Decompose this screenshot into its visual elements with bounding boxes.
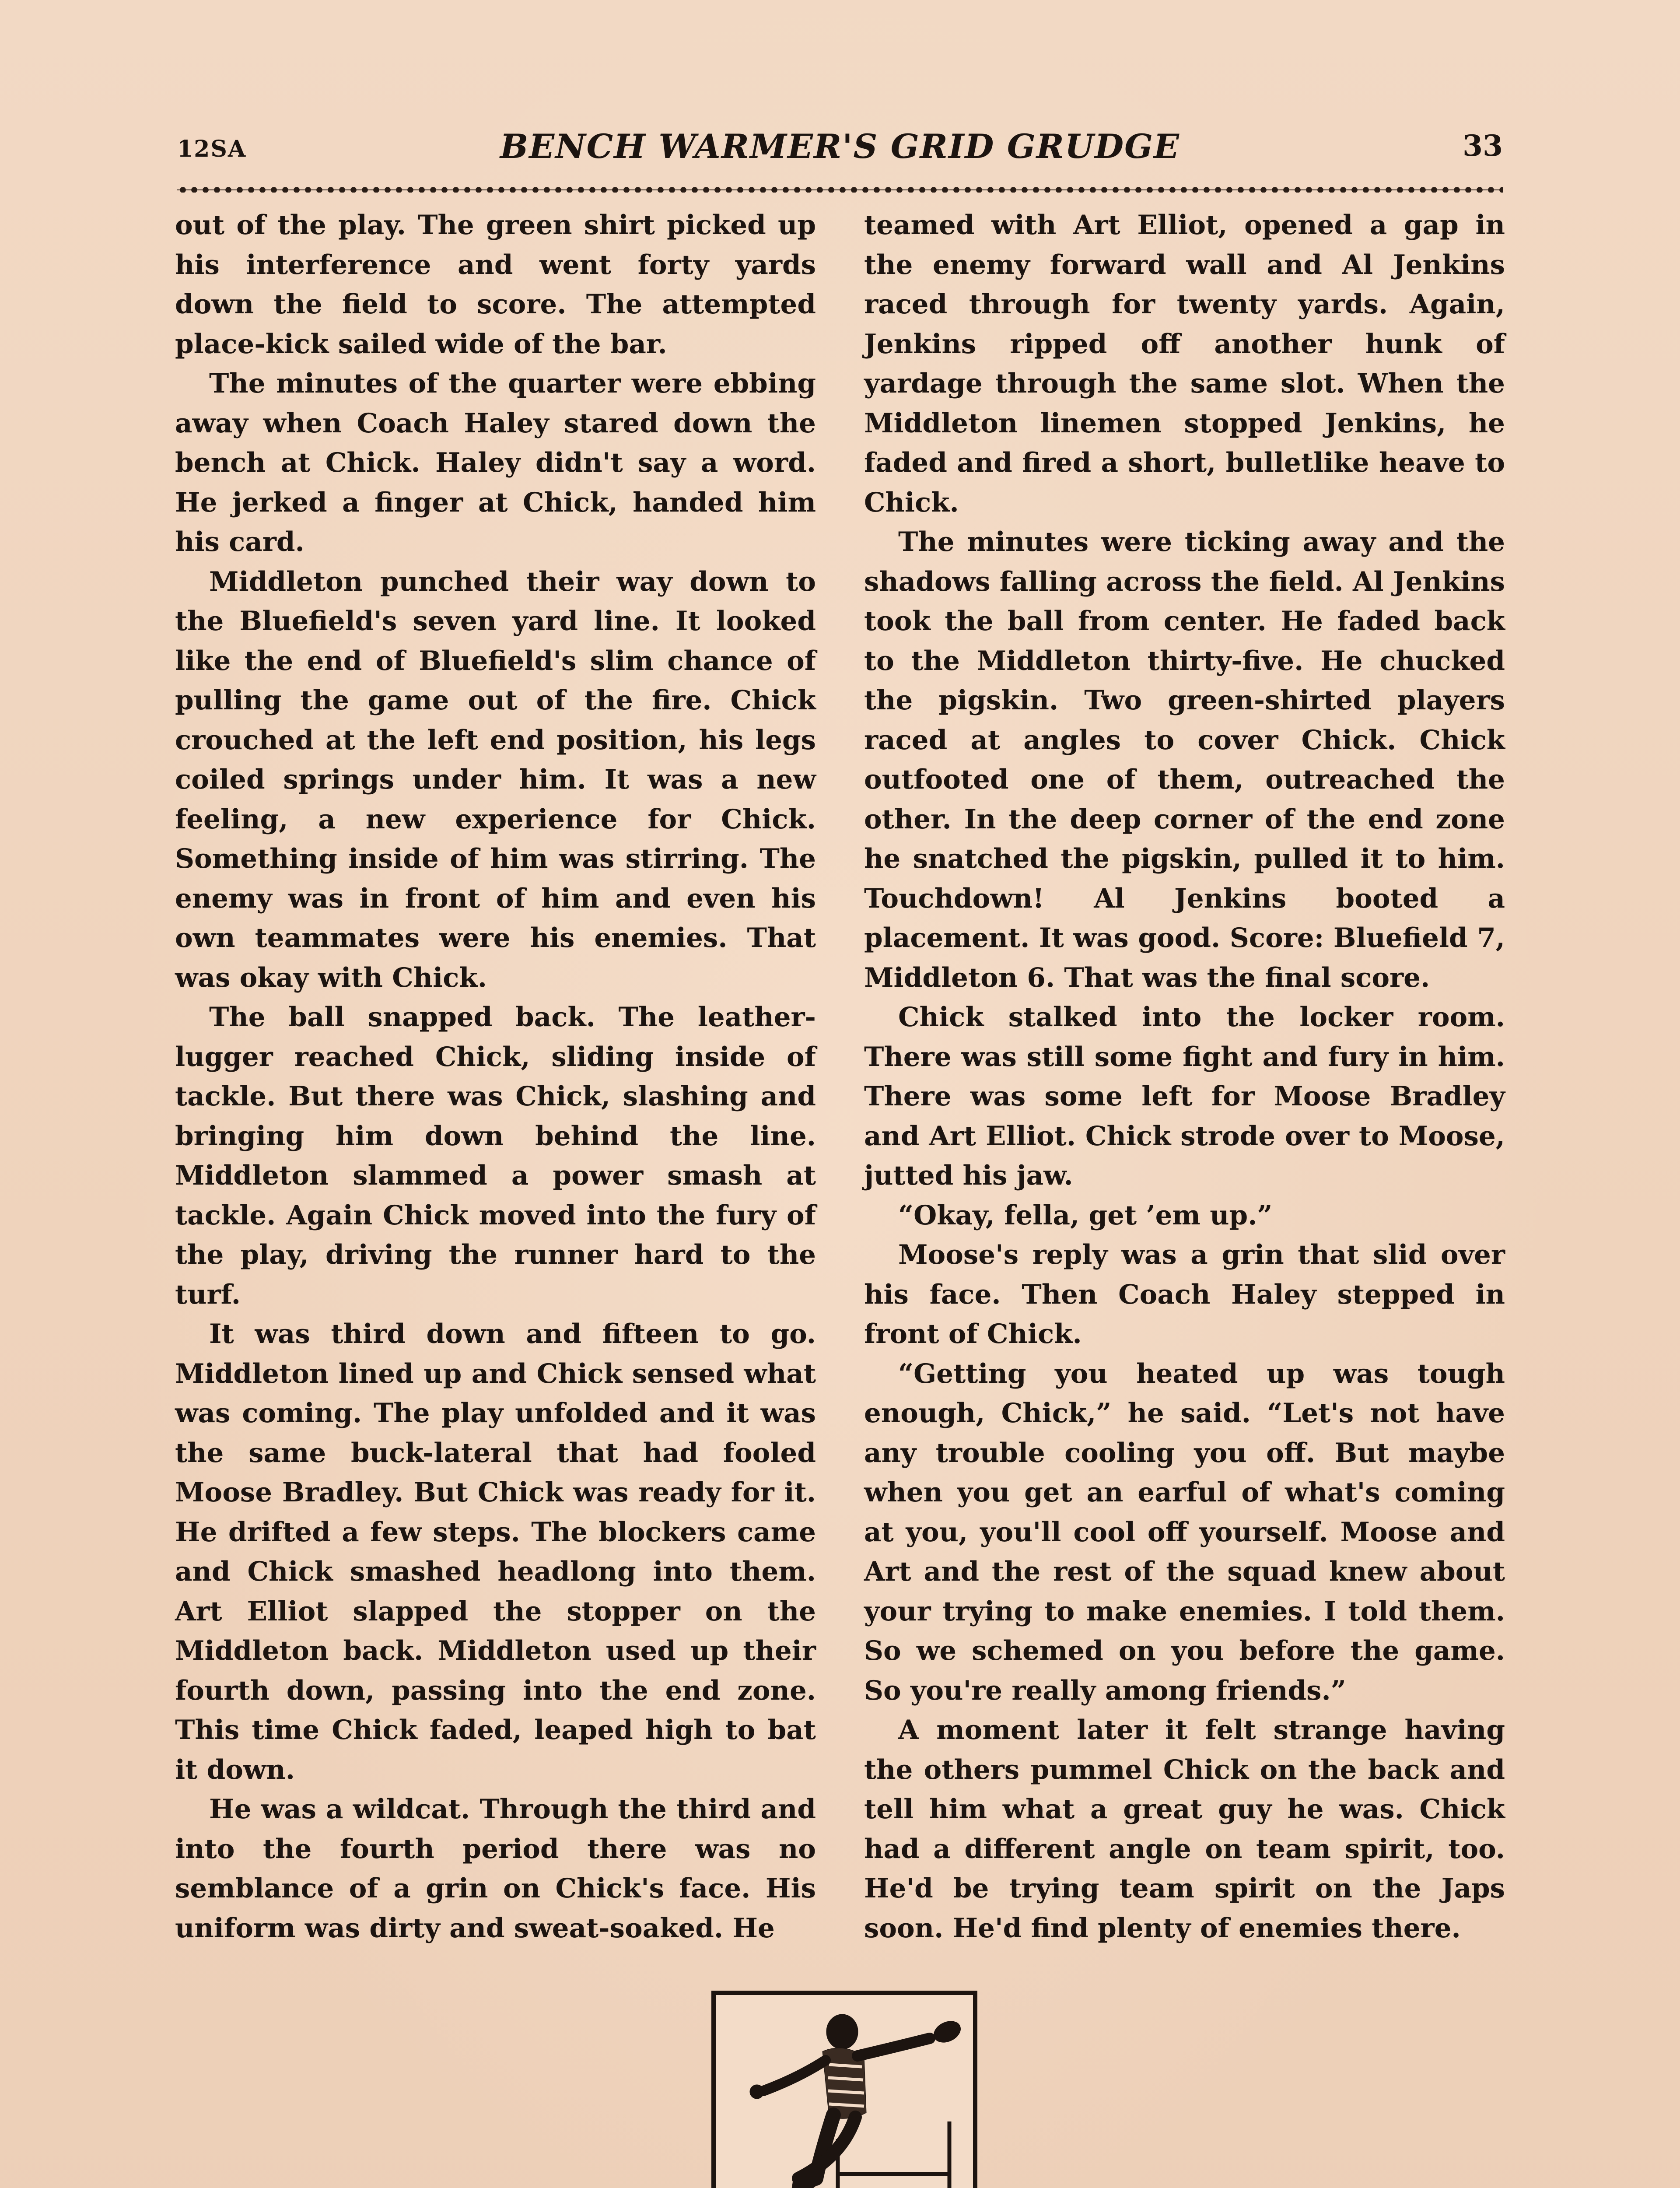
paragraph: out of the play. The green shirt picked up his interference and went forty yards down the field to score. The attempted place-kick sailed wide of the bar. [175,210,816,360]
running-header [177,127,1503,179]
right-column [864,206,1505,1948]
running-title: BENCH WARMER'S GRID GRUDGE [500,127,1180,166]
paragraph: He was a wildcat. Through the third and into the fourth period there was no semblance of a grin on Chick's face. His uniform was dirty and sweat-soaked. He [175,1794,816,1944]
left-column [175,206,816,1948]
paragraph: Middleton punched their way down to the Bluefield's seven yard line. It looked like the end of Bluefield's slim chance of pulling the game out of the fire. Chick crouched at the left end position, his legs coiled springs under him. It was a new feeling, a new experience for Chick. Something inside of him was stirring. The enemy was in front of him and even his own teammates were his enemies. That was okay with Chick. [175,566,816,993]
paragraph: The minutes were ticking away and the shadows falling across the field. Al Jenkins took the ball from center. He faded back to the Middleton thirty-five. He chucked the pigskin. Two green-shirted players raced at angles to cover Chick. Chick outfooted one of them, outreached the other. In the deep corner of the end zone he snatched the pigskin, pulled it to him. Touchdown! Al Jenkins booted a placement. It was good. Score: Bluefield 7, Middleton 6. That was the final score. [864,526,1505,993]
folio-code: 12SA [177,136,247,162]
paragraph: A moment later it felt strange having the others pummel Chick on the back and tell him what a great guy he was. Chick had a different angle on team spirit, too. He'd be trying team spirit on the Japs soon. He'd find plenty of enemies there. [864,1715,1505,1944]
football-player-illustration [711,1990,978,2188]
header-rule [177,187,1503,193]
paragraph: Moose's reply was a grin that slid over his face. Then Coach Haley stepped in front of Chick. [864,1239,1505,1350]
page-number: 33 [1463,129,1503,163]
paragraph: “Okay, fella, get ’em up.” [898,1199,1273,1231]
paragraph: “Getting you heated up was tough enough, Chick,” he said. “Let's not have any trouble cooling you off. But maybe when you get an earful of what's coming at you, you'll cool off yourself. Moose and Art and the rest of the squad knew about your trying to make enemies. I told them. So we schemed on you before the game. So you're really among friends.” [864,1358,1505,1706]
paragraph: The minutes of the quarter were ebbing away when Coach Haley stared down the bench at Chick. Haley didn't say a word. He jerked a finger at Chick, handed him his card. [175,368,816,558]
paragraph: teamed with Art Elliot, opened a gap in the enemy forward wall and Al Jenkins raced through for twenty yards. Again, Jenkins ripped off another hunk of yardage through the same slot. When the Middleton linemen stopped Jenkins, he faded and fired a short, bulletlike heave to Chick. [864,210,1505,518]
paragraph: The ball snapped back. The leather-lugger reached Chick, sliding inside of tackle. But there was Chick, slashing and bringing him down behind the line. Middleton slammed a power smash at tackle. Again Chick moved into the fury of the play, driving the runner hard to the turf. [175,1002,816,1310]
paragraph: Chick stalked into the locker room. There was still some fight and fury in him. There was some left for Moose Bradley and Art Elliot. Chick strode over to Moose, jutted his jaw. [864,1002,1505,1191]
paragraph: It was third down and fifteen to go. Middleton lined up and Chick sensed what was coming. The play unfolded and it was the same buck-lateral that had fooled Moose Bradley. But Chick was ready for it. He drifted a few steps. The blockers came and Chick smashed headlong into them. Art Elliot slapped the stopper on the Middleton back. Middleton used up their fourth down, passing into the end zone. This time Chick faded, leaped high to bat it down. [175,1318,816,1785]
